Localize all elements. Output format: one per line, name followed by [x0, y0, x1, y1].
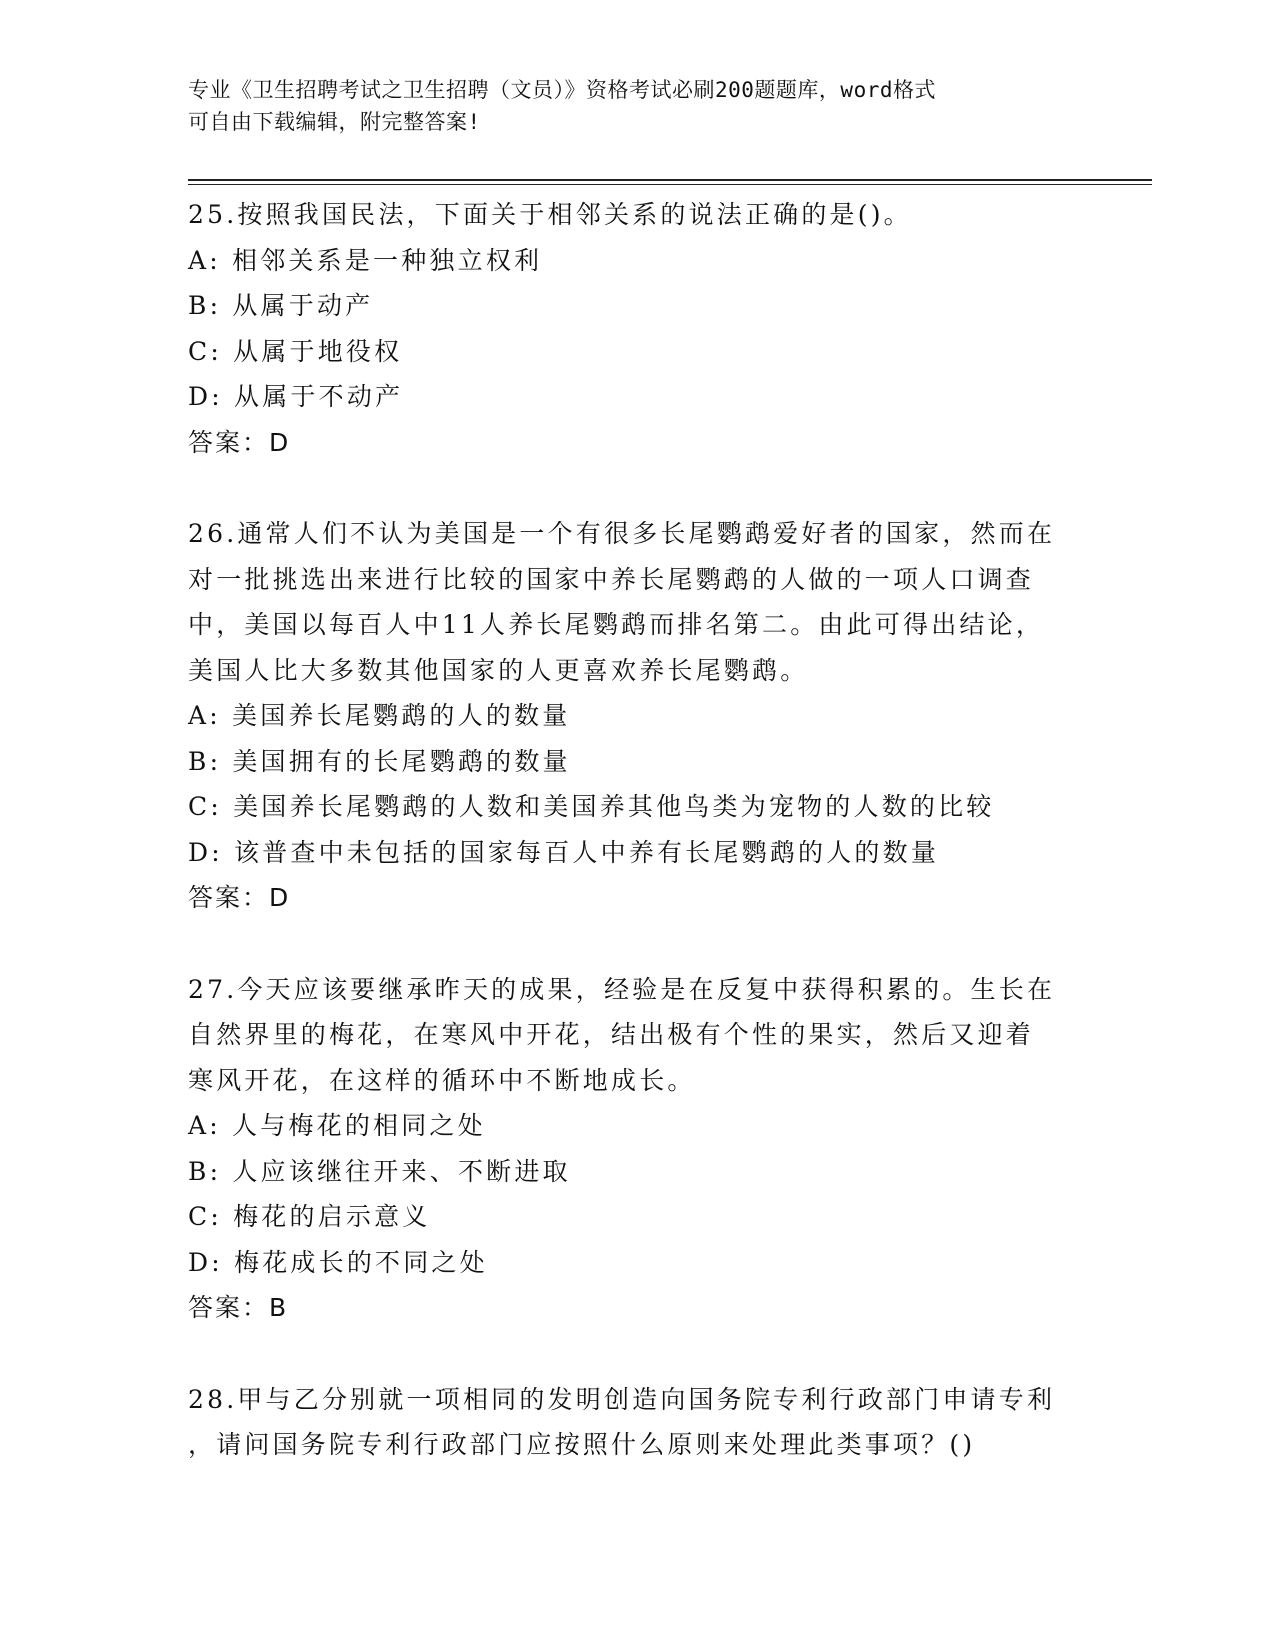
question-28: [188, 1377, 1148, 1468]
question-text: 28.甲与乙分别就一项相同的发明创造向国务院专利行政部门申请专利: [188, 1384, 1056, 1414]
question-text: 对一批挑选出来进行比较的国家中养长尾鹦鹉的人做的一项人口调查: [188, 564, 1035, 594]
question-27: [188, 967, 1148, 1331]
option-a: A: 人与梅花的相同之处: [188, 1111, 486, 1140]
question-text: 27.今天应该要继承昨天的成果，经验是在反复中获得积累的。生长在: [188, 974, 1056, 1004]
question-26: [188, 511, 1148, 921]
header-divider-thin: [188, 184, 1152, 185]
question-list: [188, 192, 1148, 1468]
option-c: C: 梅花的启示意义: [188, 1202, 431, 1231]
option-d: D: 该普查中未包括的国家每百人中养有长尾鹦鹉的人的数量: [188, 837, 940, 867]
header-line-1: 专业《卫生招聘考试之卫生招聘（文员）》资格考试必刷200题题库，word格式: [188, 78, 936, 102]
option-c: C: 从属于地役权: [188, 336, 403, 366]
question-text: 26.通常人们不认为美国是一个有很多长尾鹦鹉爱好者的国家，然而在: [188, 519, 1056, 548]
answer-label: 答案：D: [188, 427, 291, 457]
question-text: 美国人比大多数其他国家的人更喜欢养长尾鹦鹉。: [188, 655, 809, 685]
question-text: 寒风开花，在这样的循环中不断地成长。: [188, 1065, 696, 1095]
header-line-2: 可自由下载编辑，附完整答案!: [188, 110, 481, 134]
header-divider-thick: [188, 179, 1152, 181]
option-d: D: 梅花成长的不同之处: [188, 1247, 488, 1277]
option-b: B: 人应该继往开来、不断进取: [188, 1156, 571, 1186]
question-text: 中，美国以每百人中11人养长尾鹦鹉而排名第二。由此可得出结论，: [188, 610, 1045, 639]
question-text: 25.按照我国民法，下面关于相邻关系的说法正确的是()。: [188, 200, 912, 229]
answer-label: 答案：D: [188, 883, 291, 912]
option-b: B: 从属于动产: [188, 291, 374, 320]
question-25: [188, 192, 1148, 465]
answer-label: 答案：B: [188, 1293, 289, 1322]
option-c: C: 美国养长尾鹦鹉的人数和美国养其他鸟类为宠物的人数的比较: [188, 792, 995, 821]
document-header: [188, 74, 1068, 138]
option-a: A: 美国养长尾鹦鹉的人的数量: [188, 701, 571, 730]
option-a: A: 相邻关系是一种独立权利: [188, 245, 543, 275]
question-text: 自然界里的梅花，在寒风中开花，结出极有个性的果实，然后又迎着: [188, 1020, 1035, 1049]
option-b: B: 美国拥有的长尾鹦鹉的数量: [188, 746, 571, 776]
option-d: D: 从属于不动产: [188, 382, 404, 411]
question-text: ，请问国务院专利行政部门应按照什么原则来处理此类事项？(): [188, 1430, 976, 1459]
